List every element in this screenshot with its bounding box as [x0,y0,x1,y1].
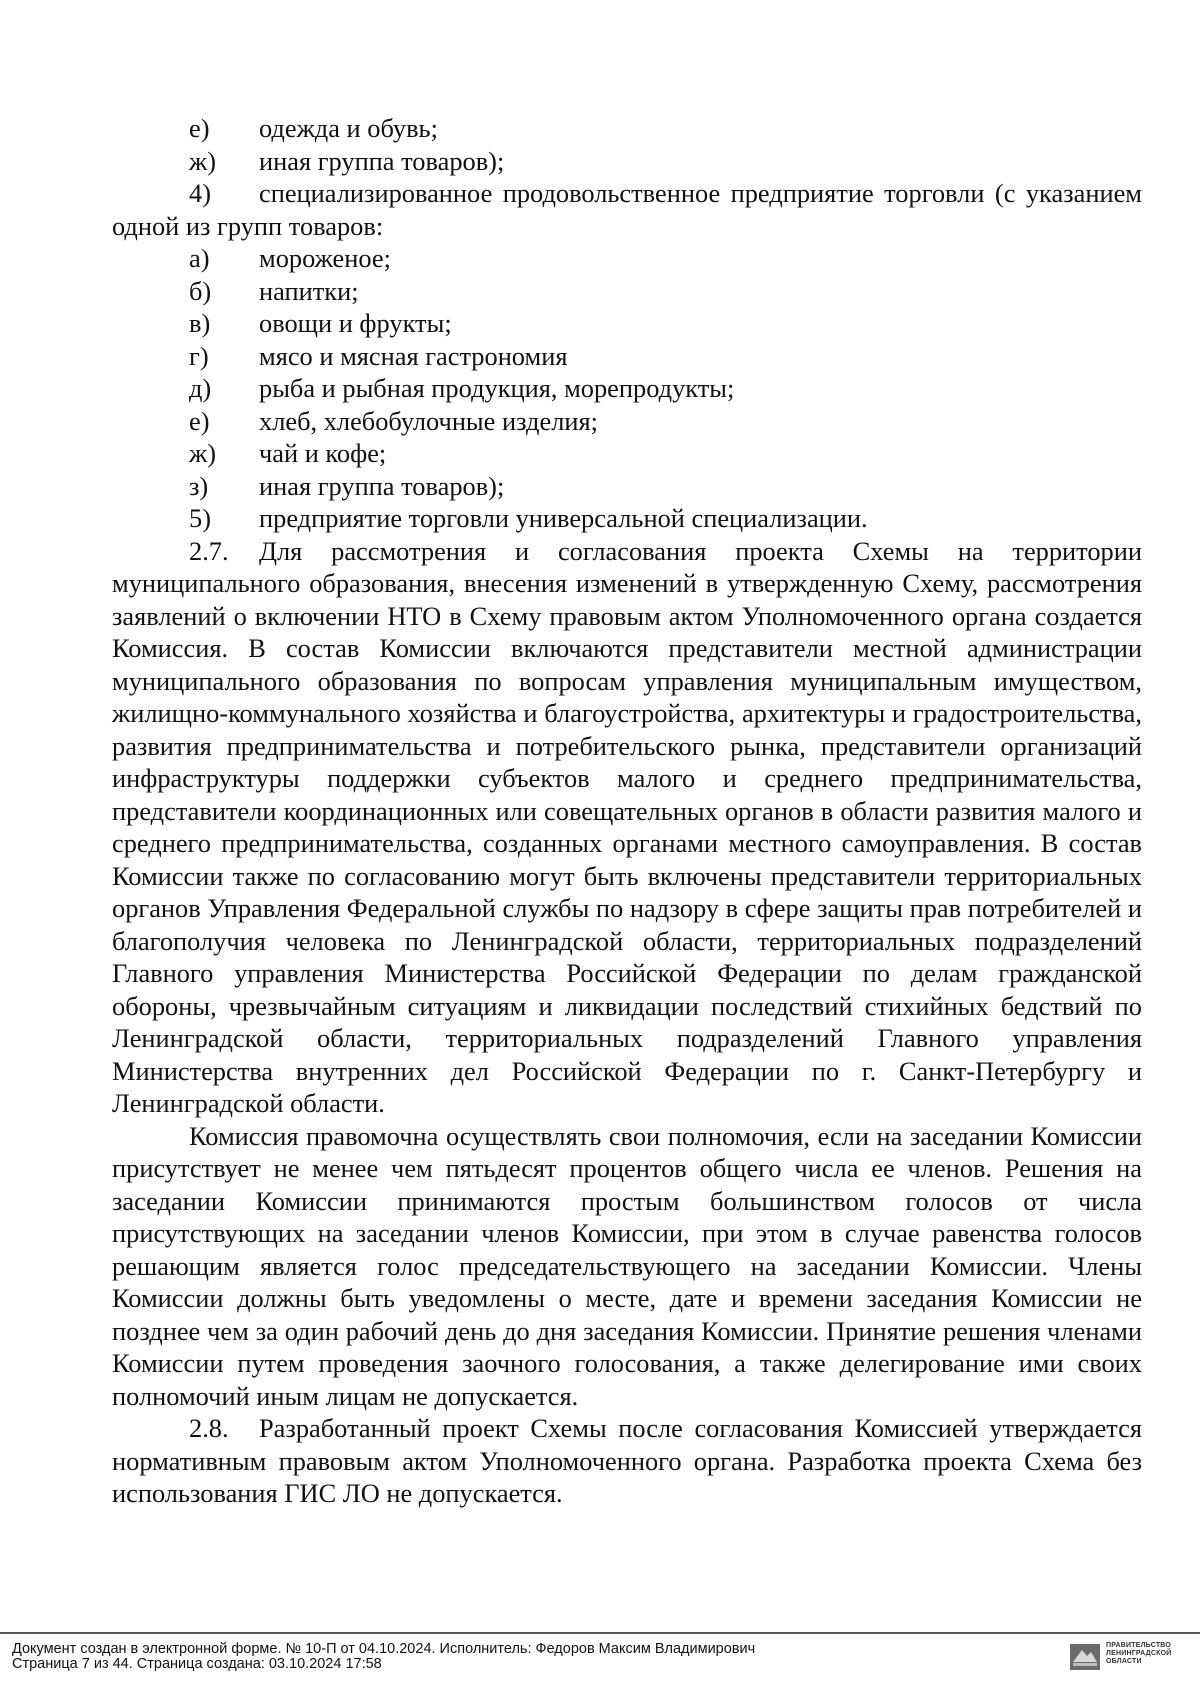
section-2-7 [112,535,1142,1120]
list-text: рыба и рыбная продукция, морепродукты; [259,373,735,403]
coat-of-arms-icon [1070,1644,1100,1670]
list-text: мороженое; [259,243,391,273]
list-item [112,372,1142,405]
list-text: овощи и фрукты; [259,308,452,338]
list-marker: а) [189,243,210,273]
org-line: ЛЕНИНГРАДСКОЙ [1106,1650,1172,1657]
footer-text [12,1642,755,1672]
list-item [112,275,1142,308]
list-item-4 [112,177,1142,242]
list-marker: 4) [189,178,211,208]
list-marker: 5) [189,503,211,533]
government-logo [1070,1642,1192,1680]
list-item [112,242,1142,275]
section-text: Для рассмотрения и согласования проекта Схемы на территории муниципального образования, внесения изменений в утвержденную Схему, рассмотрения заявлений о включении НТО в Схему правовым актом Уполномоченного органа создается Комиссия. В состав Комиссии включаются представители местной администрации муниципального образования по вопросам управления муниципальным имуществом, жилищно-коммунального хозяйства и благоустройства, архитектуры и градостроительства, развития предпринимательства и потребительского рынка, представители организаций инфраструктуры поддержки субъектов малого и среднего предпринимательства, представители координационных или совещательных органов в области развития малого и среднего предпринимательства, созданных органами местного самоуправления. В состав Комиссии также по согласованию могут быть включены представители территориальных органов Управления Федеральной службы по надзору в сфере защиты прав потребителей и благополучия человека по Ленинградской области, территориальных подразделений Главного управления Министерства Российской Федерации по делам гражданской обороны, чрезвычайным ситуациям и ликвидации последствий стихийных бедствий по Ленинградской области, территориальных подразделений Главного управления Министерства внутренних дел Российской Федерации по г. Санкт-Петербургу и Ленинградской области. [112,535,1142,1118]
list-marker: г) [189,340,209,371]
list-text: одежда и обувь; [259,113,438,143]
list-text: хлеб, хлебобулочные изделия; [259,405,598,436]
list-item [112,307,1142,340]
document-footer [0,1632,1200,1700]
section-number: 2.7. [189,535,229,566]
document-body [112,112,1142,1510]
list-marker: б) [189,275,212,306]
list-item [112,112,1142,145]
footer-line-1: Документ создан в электронной форме. № 10-П от 04.10.2024. Исполнитель: Федоров Максим Владимирович [12,1641,756,1657]
list-item [112,340,1142,373]
list-marker: е) [189,113,210,143]
list-marker: в) [189,308,211,338]
list-text: мясо и мясная гастрономия [259,340,568,371]
list-marker: е) [189,405,210,436]
footer-line-2: Страница 7 из 44. Страница создана: 03.10.2024 17:58 [12,1656,382,1672]
list-text: иная группа товаров); [259,145,505,176]
org-line: ОБЛАСТИ [1106,1658,1142,1665]
list-text: напитки; [259,275,359,306]
section-number: 2.8. [189,1413,229,1443]
org-line: ПРАВИТЕЛЬСТВО [1106,1642,1172,1649]
list-text: чай и кофе; [259,438,387,468]
list-marker: д) [189,373,212,403]
list-item [112,470,1142,503]
organization-name [1106,1642,1192,1666]
list-item-5 [112,502,1142,535]
paragraph-quorum: Комиссия правомочна осуществлять свои полномочия, если на заседании Комиссии присутствует не менее чем пятьдесят процентов общего числа ее членов. Решения на заседании Комиссии принимаются простым большинством голосов от числа присутствующих на заседании членов Комиссии, при этом в случае равенства голосов решающим является голос председательствующего на заседании Комиссии. Члены Комиссии должны быть уведомлены о месте, дате и времени заседания Комиссии не позднее чем за один рабочий день до дня заседания Комиссии. Принятие решения членами Комиссии путем проведения заочного голосования, а также делегирование ими своих полномочий иным лицам не допускается. [112,1120,1142,1411]
list-text: иная группа товаров); [259,470,505,501]
list-marker: ж) [189,145,217,176]
list-text: специализированное продовольственное предприятие торговли (с указанием одной из групп товаров: [112,178,1142,241]
list-marker: з) [189,470,209,501]
list-item [112,437,1142,470]
list-marker: ж) [189,438,217,468]
list-text: предприятие торговли универсальной специализации. [259,503,868,533]
list-item [112,145,1142,178]
section-2-8 [112,1412,1142,1510]
list-item [112,405,1142,438]
section-text: Разработанный проект Схемы после согласования Комиссией утверждается нормативным правовым актом Уполномоченного органа. Разработка проекта Схема без использования ГИС ЛО не допускается. [112,1413,1142,1508]
